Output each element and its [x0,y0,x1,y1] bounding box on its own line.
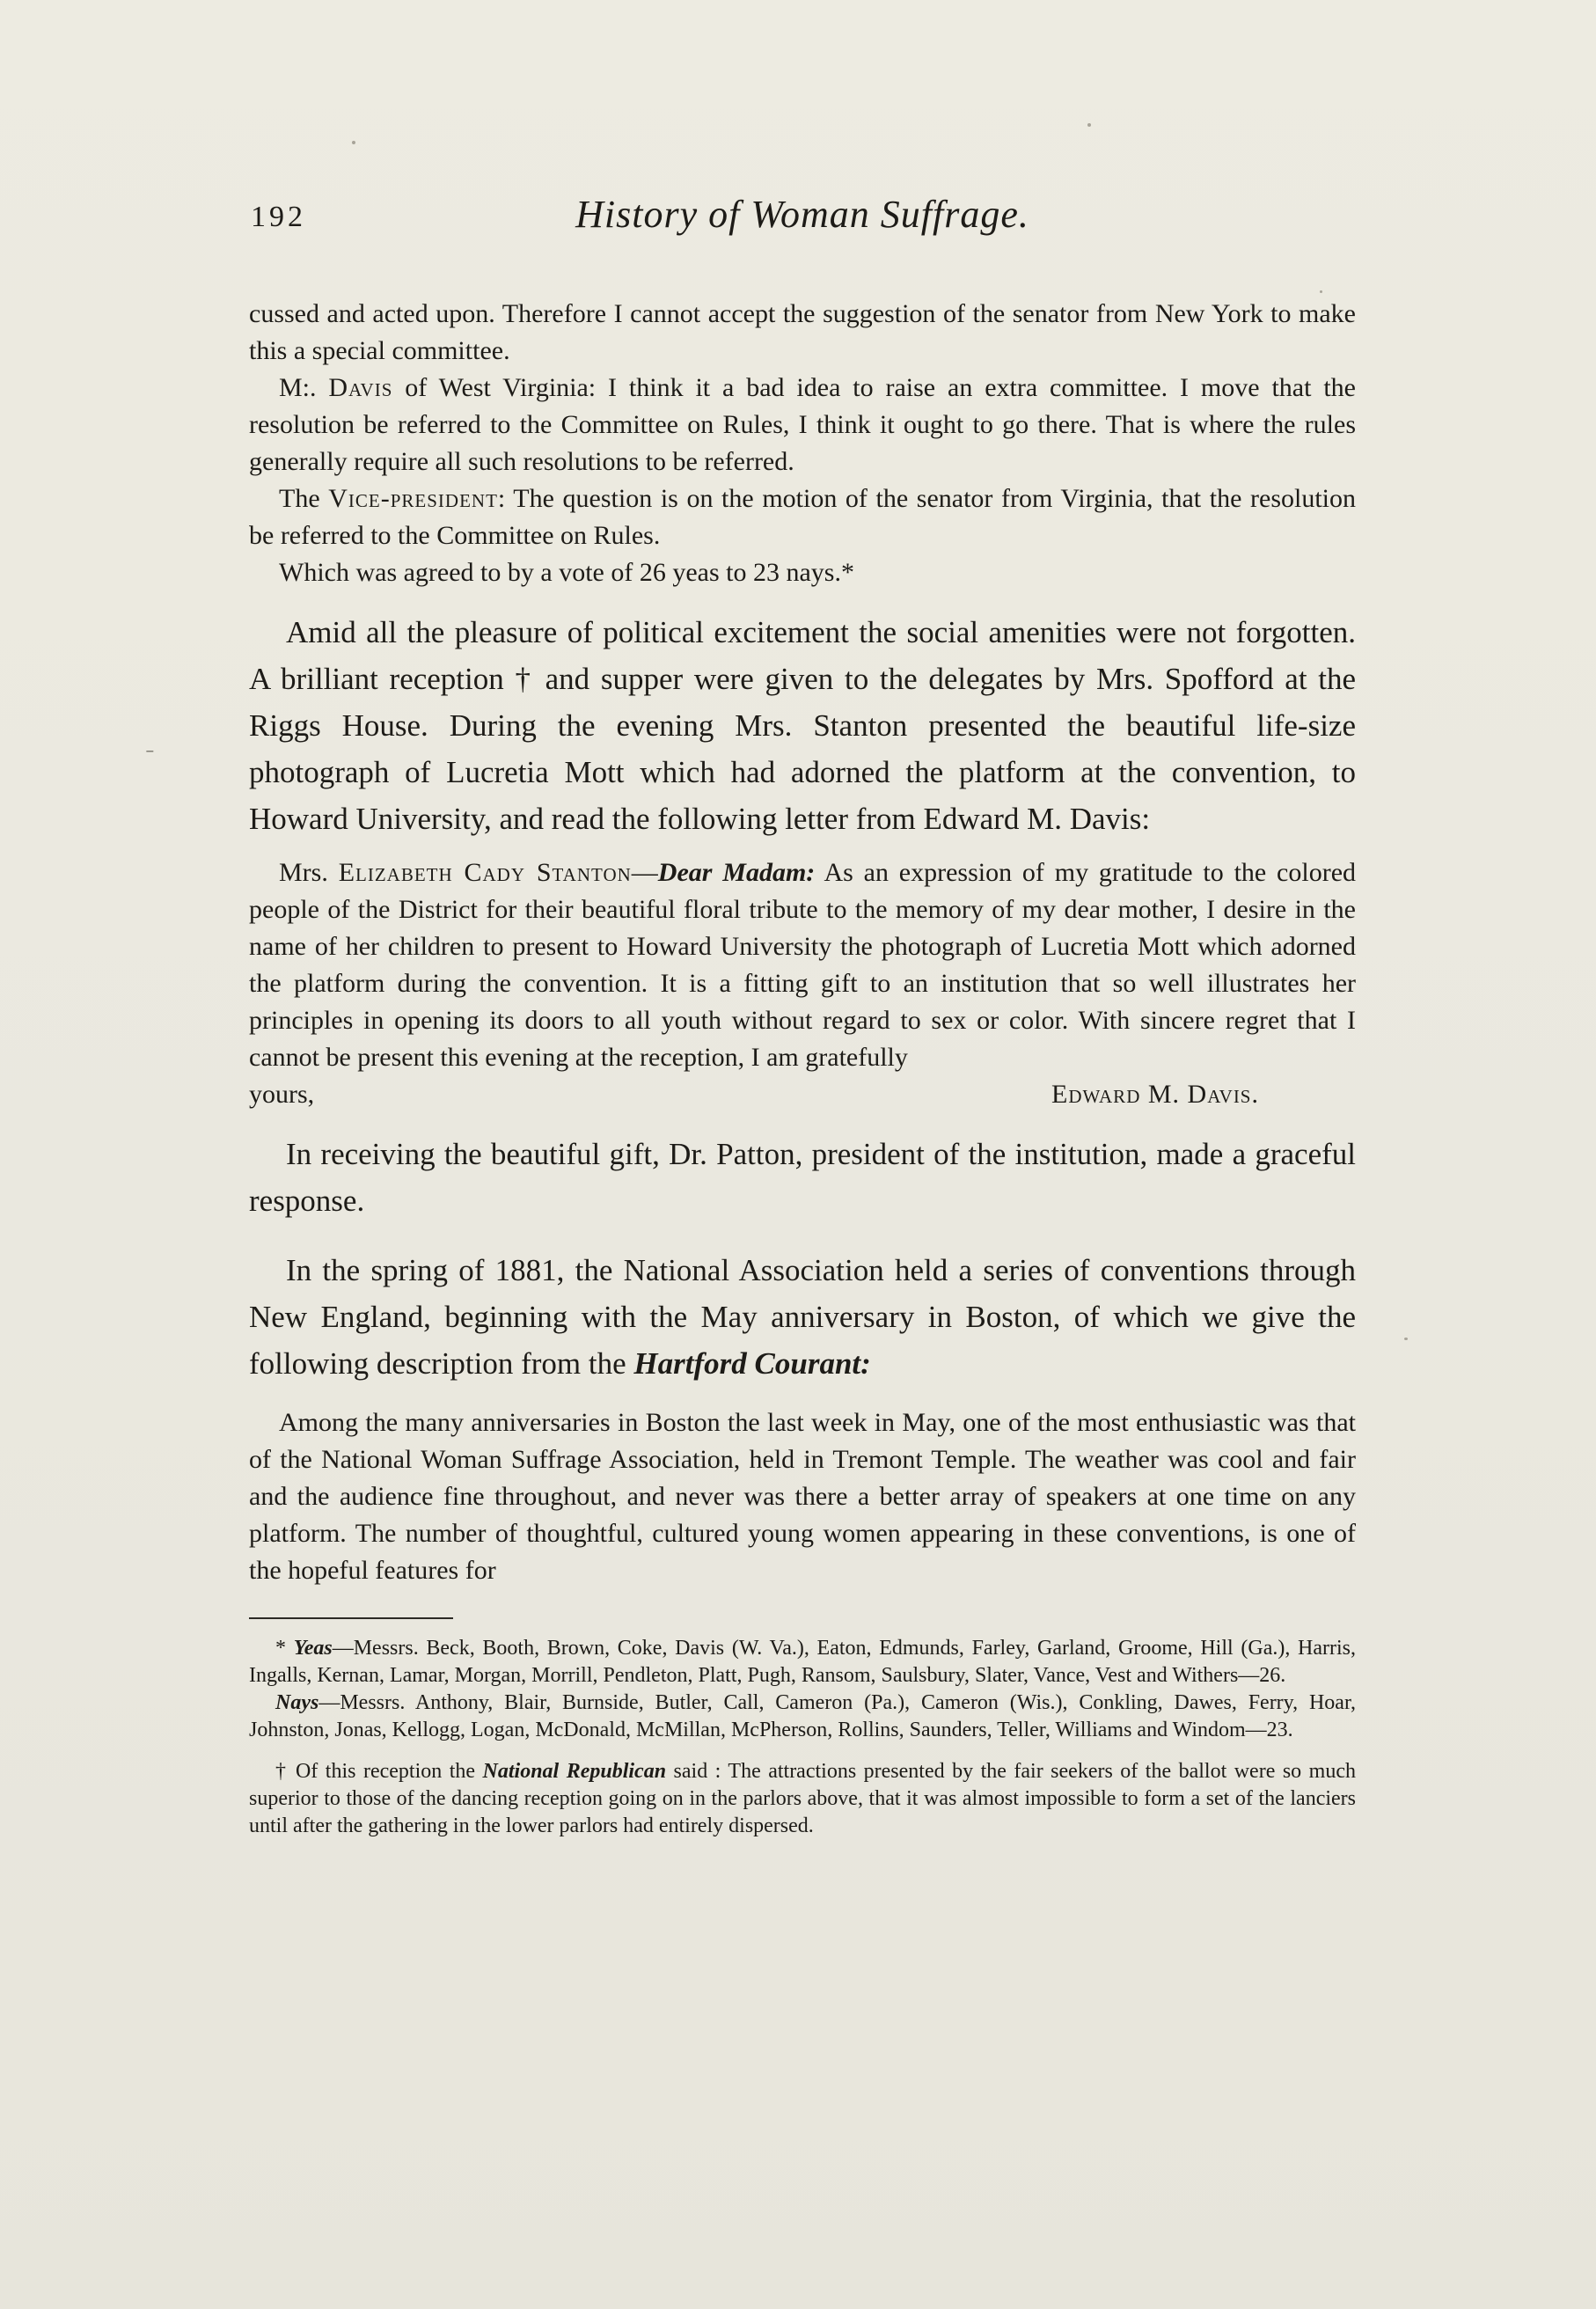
paragraph-vote-result: Which was agreed to by a vote of 26 yeas to 23 nays.* [279,558,854,587]
page-title: History of Woman Suffrage. [575,193,1029,236]
paragraph-reception: Amid all the pleasure of political excitement the social amenities were not forgotten. A brilliant reception † and supper were given to the delegates by Mrs. Spofford at the Riggs House. During the evening Mrs. Stanton presented the beautiful life-size photograph of Lucretia Mott which had adorned the platform at the convention, to Howard University, and read the following letter from Edward M. Davis: [249,615,1356,836]
scan-speck [1087,123,1091,127]
scan-speck [1404,1338,1408,1340]
paragraph-continuation: cussed and acted upon. Therefore I cannot accept the suggestion of the senator from New York to make this a special committee. [249,299,1356,365]
scan-speck [1320,290,1322,293]
letter-closing: yours, [249,1080,315,1109]
page-header [249,192,1356,245]
scan-speck [352,141,355,144]
letter-block [249,854,1356,1113]
paragraph-davis-remark: M:. Davis of West Virginia: I think it a bad idea to raise an extra committee. I move that the resolution be referred to the Committee on Rules, I think it ought to go there. That is where the rules generally require all such resolutions to be referred. [249,373,1356,476]
paragraph-patton-response: In receiving the beautiful gift, Dr. Patton, president of the institution, made a graceful response. [249,1137,1356,1218]
footnote-divider [249,1617,453,1619]
page-body [249,296,1356,1589]
letter-signature-line [249,1076,1356,1113]
footnote-reception: † Of this reception the National Republican said : The attractions presented by the fair seekers of the ballot were so much superior to those of the dancing reception going on in the parlors above, that it was almost impossible to form a set of the lanciers until after the gathering in the lower parlors had entirely dispersed. [249,1760,1356,1837]
paragraph-spring-1881: In the spring of 1881, the National Association held a series of conventions through New England, beginning with the May anniversary in Boston, of which we give the following description from the Hartford Courant: [249,1253,1356,1381]
letter-body: Mrs. Elizabeth Cady Stanton—Dear Madam: As an expression of my gratitude to the colored people of the District for their beautiful floral tribute to the memory of my dear mother, I desire in the name of her children to present to Howard University the photograph of Lucretia Mott which adorned the platform during the convention. It is a fitting gift to an institution that so well illustrates her principles in opening its doors to all youth without regard to sex or color. With sincere regret that I cannot be present this evening at the reception, I am gratefully [249,858,1357,1072]
footnote-yeas: * Yeas—Messrs. Beck, Booth, Brown, Coke, Davis (W. Va.), Eaton, Edmunds, Farley, Garland, Groome, Hill (Ga.), Harris, Ingalls, Kernan, Lamar, Morgan, Morrill, Pendleton, Platt, Pugh, Ransom, Saulsbury, Slater, Vance, Vest and Withers—26. [249,1637,1356,1687]
scan-artifact-mark: ˍ [146,729,154,754]
page-content [249,192,1356,1840]
paragraph-hartford-excerpt: Among the many anniversaries in Boston the last week in May, one of the most enthusiastic was that of the National Woman Suffrage Association, held in Tremont Temple. The weather was cool and fair and the audience fine throughout, and never was there a better array of speakers at one time on any platform. The number of thoughtful, cultured young women appearing in these conventions, is one of the hopeful features for [249,1408,1356,1585]
letter-signature: Edward M. Davis. [1051,1080,1259,1109]
footnote-nays: Nays—Messrs. Anthony, Blair, Burnside, Butler, Call, Cameron (Pa.), Cameron (Wis.), Conkling, Dawes, Ferry, Hoar, Johnston, Jonas, Kellogg, Logan, McDonald, McMillan, McPherson, Rollins, Saunders, Teller, Williams and Windom—23. [249,1691,1356,1741]
page-number: 192 [251,201,306,233]
paragraph-vice-president: The Vice-president: The question is on the motion of the senator from Virginia, that the resolution be referred to the Committee on Rules. [249,484,1356,550]
footnotes [249,1617,1356,1840]
